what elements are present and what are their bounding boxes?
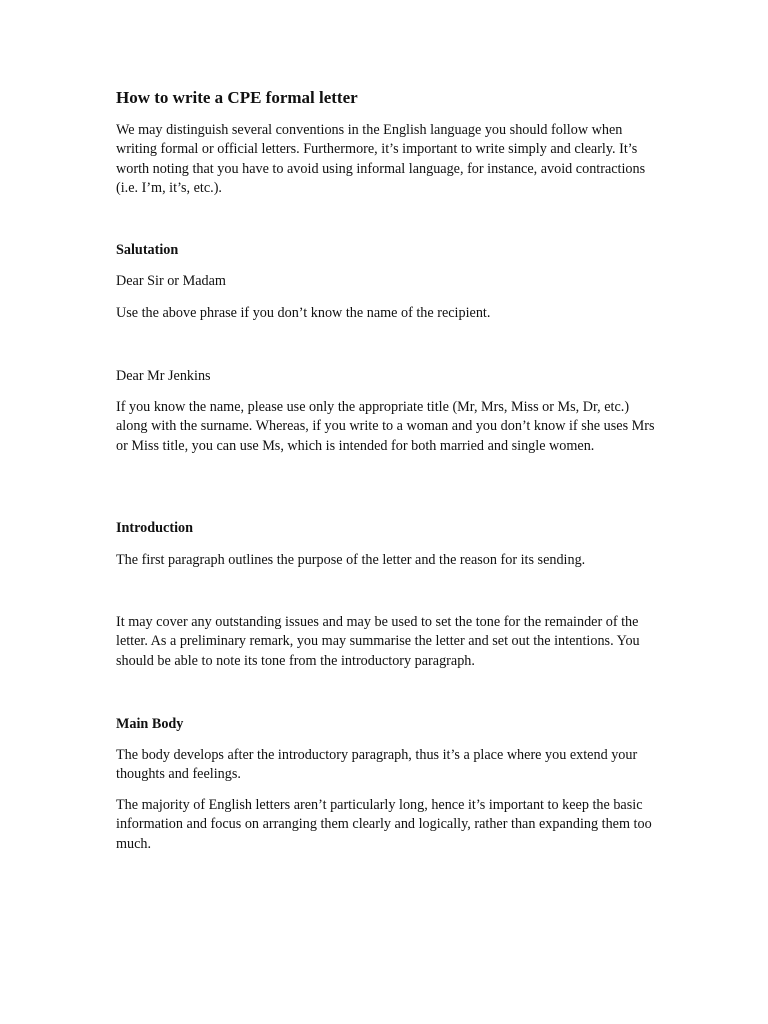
salutation-example-1: Dear Sir or Madam xyxy=(116,273,226,289)
main-body-heading: Main Body xyxy=(116,716,184,732)
salutation-heading: Salutation xyxy=(116,242,179,258)
salutation-note-1: Use the above phrase if you don’t know the name of the recipient. xyxy=(116,305,491,321)
document-title: How to write a CPE formal letter xyxy=(116,88,358,107)
introduction-paragraph-1: The first paragraph outlines the purpose of the letter and the reason for its sending. xyxy=(116,552,586,568)
introduction-heading: Introduction xyxy=(116,520,193,536)
intro-paragraph: We may distinguish several conventions in the English language you should follow when writing formal or official letters. Furthermore, it’s important to write simply and clearly. It’s worth noting that you have to avoid using informal language, for instance, avoid contractions (i.e. I’m, it’s, etc.). xyxy=(116,122,646,197)
salutation-example-2: Dear Mr Jenkins xyxy=(116,368,211,384)
introduction-paragraph-2: It may cover any outstanding issues and may be used to set the tone for the remainder of the letter. As a preliminary remark, you may summarise the letter and set out the intentions. You should be able to note its tone from the introductory paragraph. xyxy=(116,614,640,669)
main-body-paragraph-2: The majority of English letters aren’t particularly long, hence it’s important to keep the basic information and focus on arranging them clearly and logically, rather than expanding them too much. xyxy=(116,797,652,852)
main-body-paragraph-1: The body develops after the introductory paragraph, thus it’s a place where you extend your thoughts and feelings. xyxy=(116,747,638,783)
salutation-note-2: If you know the name, please use only the appropriate title (Mr, Mrs, Miss or Ms, Dr, etc.) along with the surname. Whereas, if you write to a woman and you don’t know if she uses Mrs or Miss title, you can use Ms, which is intended for both married and single women. xyxy=(116,399,655,454)
